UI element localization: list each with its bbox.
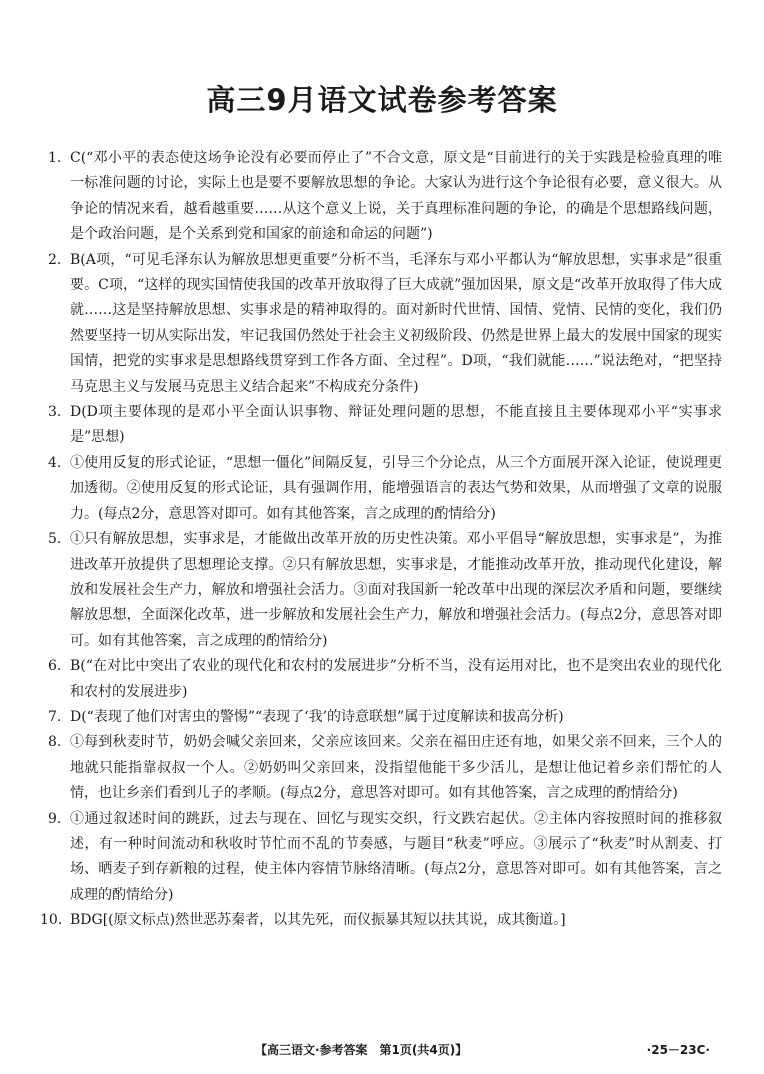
answer-number: 2.	[48, 251, 62, 268]
answer-number: 1.	[48, 150, 62, 166]
answer-item	[50, 400, 722, 451]
answer-text: B(“在对比中突出了农业的现代化和农村的发展进步”分析不当，没有运用对比，也不是突出农业的现代化和农村的发展进步)	[70, 658, 722, 700]
answer-item	[50, 807, 722, 909]
answer-number: 7.	[48, 708, 62, 725]
answer-text: ①通过叙述时间的跳跃，过去与现在、回忆与现实交织，行文跌宕起伏。②主体内容按照时间的推移叙述，有一种时间流动和秋收时节忙而不乱的节奏感，与题目“秋麦”呼应。③展示了“秋麦”时从割麦、打场、晒麦子到存新粮的过程，使主体内容情节脉络清晰。(每点2分，意思答对即可。如有其他答案，言之成理的酌情给分)	[70, 810, 722, 903]
answer-item	[50, 146, 722, 248]
answer-number: 4.	[48, 454, 62, 471]
answer-number: 10.	[40, 912, 63, 929]
answer-number: 9.	[48, 810, 62, 827]
answer-item	[50, 248, 722, 400]
answer-text: BDG[(原文标点)然世恶苏秦者，以其先死，而仪振暴其短以扶其说，成其衡道。]	[70, 912, 566, 929]
answer-item	[50, 705, 722, 730]
answer-text: ①只有解放思想，实事求是，才能做出改革开放的历史性决策。邓小平倡导“解放思想，实事求是”，为推进改革开放提供了思想理论支撑。②只有解放思想，实事求是，才能推动改革开放，推动现代化建设，解放和发展社会生产力，解放和增强社会活力。③面对我国新一轮改革中出现的深层次矛盾和问题，要继续解放思想，全面深化改革，进一步解放和发展社会生产力，解放和增强社会活力。(每点2分，意思答对即可。如有其他答案，言之成理的酌情给分)	[70, 531, 722, 649]
answer-number: 6.	[48, 658, 62, 675]
answer-number: 8.	[48, 734, 62, 751]
answer-text: ①每到秋麦时节，奶奶会喊父亲回来，父亲应该回来。父亲在福田庄还有地，如果父亲不回来，三个人的地就只能指靠叔叔一个人。②奶奶叫父亲回来，没指望他能干多少活儿，是想让他记着乡亲们帮忙的人情，也让乡亲们看到儿子的孝顺。(每点2分，意思答对即可。如有其他答案，言之成理的酌情给分)	[70, 734, 722, 802]
answer-text: D(“表现了他们对害虫的警惕”“表现了‘我’的诗意联想”属于过度解读和拔高分析)	[70, 708, 564, 725]
answer-item	[50, 654, 722, 705]
answer-text: C(“邓小平的表态使这场争论没有必要而停止了”不合文意，原文是“目前进行的关于实践是检验真理的唯一标准问题的讨论，实际上也是要不要解放思想的争论。大家认为进行这个争论很有必要，意义很大。从争论的情况来看，越看越重要……从这个意义上说，关于真理标准问题的争论，的确是个思想路线问题，是个政治问题，是个关系到党和国家的前途和命运的问题”)	[70, 150, 722, 243]
answer-item	[50, 527, 722, 654]
answer-text: ①使用反复的形式论证，“思想一僵化”间隔反复，引导三个分论点，从三个方面展开深入论证，使说理更加透彻。②使用反复的形式论证，具有强调作用，能增强语言的表达气势和效果，从而增强了文章的说服力。(每点2分，意思答对即可。如有其他答案，言之成理的酌情给分)	[70, 454, 722, 522]
answer-item	[40, 908, 722, 933]
answer-item	[50, 451, 722, 527]
answer-number: 3.	[48, 404, 62, 421]
answer-text: B(A项，“可见毛泽东认为解放思想更重要”分析不当，毛泽东与邓小平都认为“解放思想，实事求是”很重要。C项，“这样的现实国情使我国的改革开放取得了巨大成就”强加因果，原文是“改革开放取得了伟大成就……这是坚持解放思想、实事求是的精神取得的。面对新时代世情、国情、党情、民情的变化，我们仍然要坚持一切从实际出发，牢记我国仍然处于社会主义初级阶段、仍然是世界上最大的发展中国家的现实国情，把党的实事求是思想路线贯穿到工作各方面、全过程”。D项，“我们就能……”说法绝对，“把坚持马克思主义与发展马克思主义结合起来”不构成充分条件)	[70, 251, 722, 395]
footer-code: ·25－23C·	[646, 1043, 710, 1057]
page-title: 高三9月语文试卷参考答案	[206, 83, 558, 117]
footer-page-info: 【高三语文·参考答案 第1页(共4页)】	[255, 1043, 468, 1057]
answer-number: 5.	[48, 531, 62, 548]
answer-text: D(D项主要体现的是邓小平全面认识事物、辩证处理问题的思想，不能直接且主要体现邓小平“实事求是”思想)	[70, 404, 722, 446]
answer-list	[40, 146, 722, 934]
answer-item	[50, 730, 722, 806]
